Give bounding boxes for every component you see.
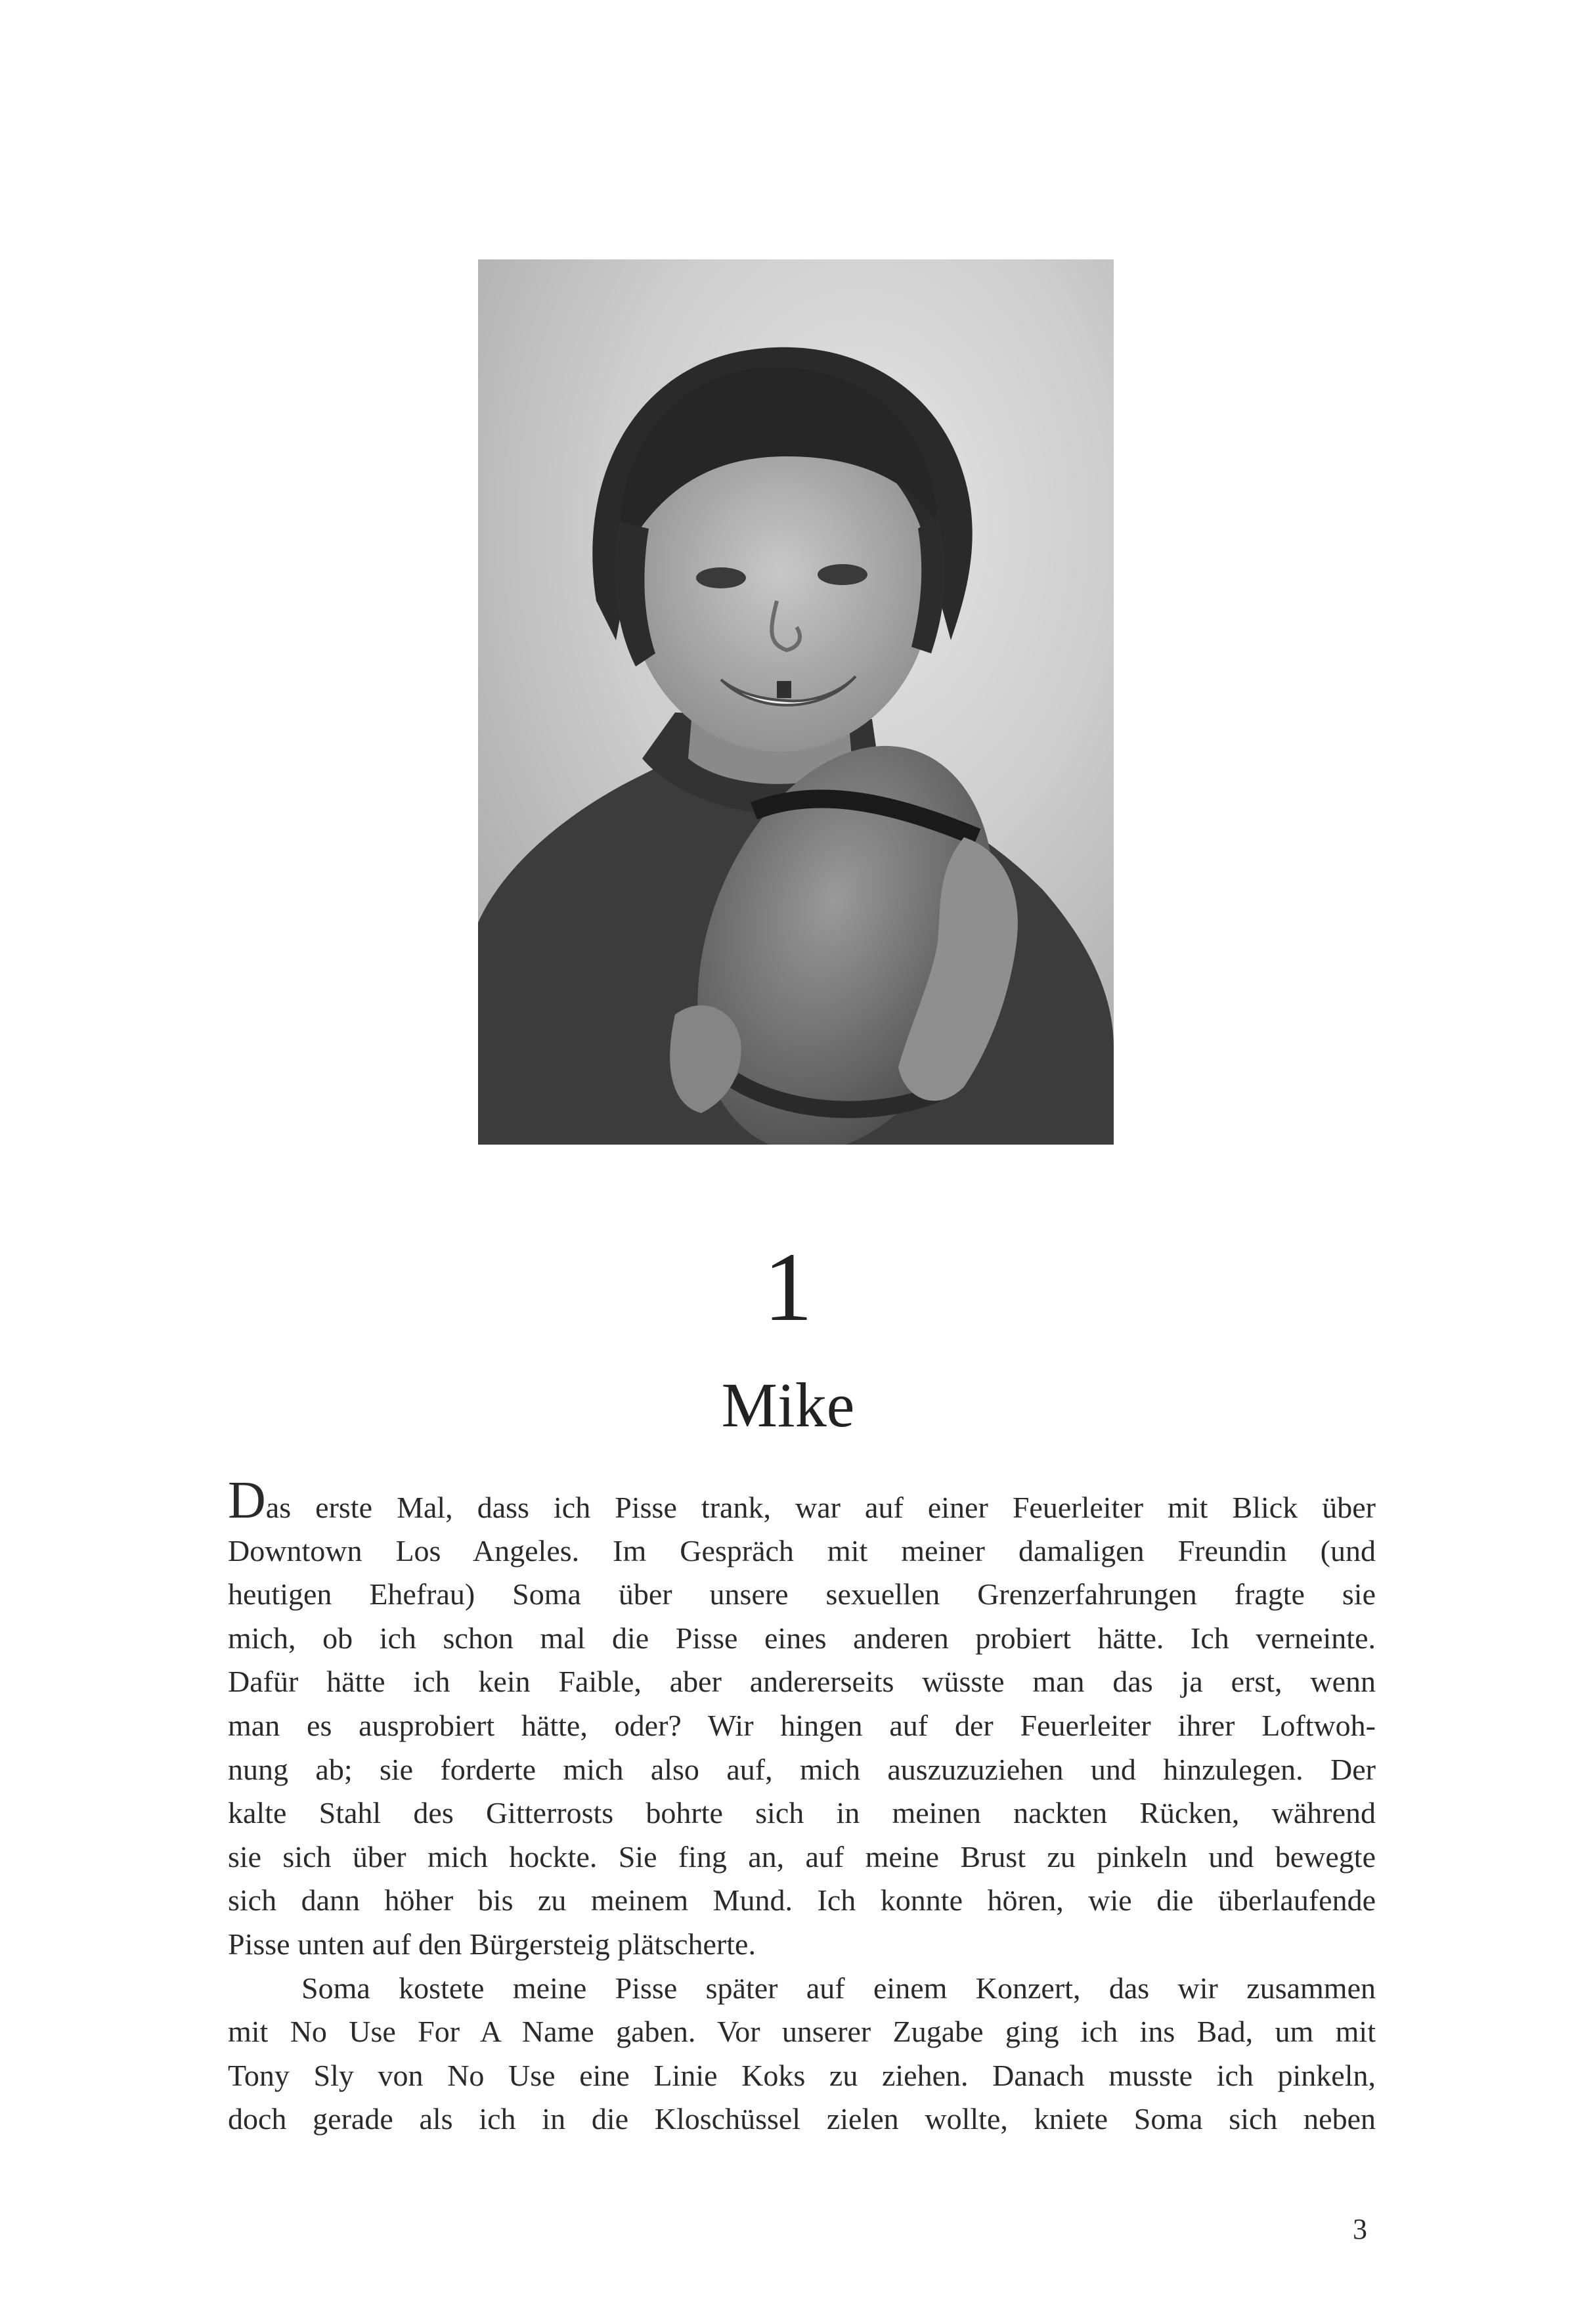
text-line: Tony Sly von No Use eine Linie Koks zu ziehen. Danach musste ich pinkeln, — [228, 2058, 1376, 2092]
drop-cap: D — [228, 1472, 266, 1529]
text-line: mich, ob ich schon mal die Pisse eines anderen probiert hätte. Ich verneinte. — [228, 1621, 1376, 1655]
text-line: sich dann höher bis zu meinem Mund. Ich konnte hören, wie die überlaufende — [228, 1883, 1376, 1918]
text-line: kalte Stahl des Gitterrosts bohrte sich in meinen nackten Rücken, während — [228, 1796, 1376, 1830]
text-line: doch gerade als ich in die Kloschüssel zielen wollte, kniete Soma sich neben — [228, 2102, 1376, 2136]
chapter-number: 1 — [763, 1233, 813, 1342]
chapter-body-text — [228, 1472, 1376, 2141]
text-line: Soma kostete meine Pisse später auf einem Konzert, das wir zusammen — [301, 1971, 1376, 2005]
text-line: mit No Use For A Name gaben. Vor unserer Zugabe ging ich ins Bad, um mit — [228, 2015, 1376, 2049]
text-line: sie sich über mich hockte. Sie fing an, auf meine Brust zu pinkeln und bewegte — [228, 1839, 1376, 1874]
text-line: heutigen Ehefrau) Soma über unsere sexuellen Grenzerfahrungen fragte sie — [228, 1577, 1376, 1611]
text-line: Dafür hätte ich kein Faible, aber andererseits wüsste man das ja erst, wenn — [228, 1665, 1376, 1699]
text-line — [228, 1472, 1376, 1529]
child-portrait-photo — [478, 259, 1114, 1145]
chapter-title: Mike — [721, 1370, 855, 1440]
photo-illustration — [478, 259, 1114, 1145]
text-line-content: as erste Mal, dass ich Pisse trank, war auf einer Feuerleiter mit Blick über — [265, 1491, 1376, 1524]
text-line: nung ab; sie forderte mich also auf, mich auszuzuziehen und hinzulegen. Der — [228, 1752, 1376, 1786]
text-line: Downtown Los Angeles. Im Gespräch mit meiner damaligen Freundin (und — [228, 1533, 1376, 1568]
text-line: Pisse unten auf den Bürgersteig plätscherte. — [228, 1927, 756, 1961]
text-line: man es ausprobiert hätte, oder? Wir hingen auf der Feuerleiter ihrer Loftwoh- — [228, 1708, 1376, 1742]
page-number: 3 — [1353, 2213, 1367, 2245]
